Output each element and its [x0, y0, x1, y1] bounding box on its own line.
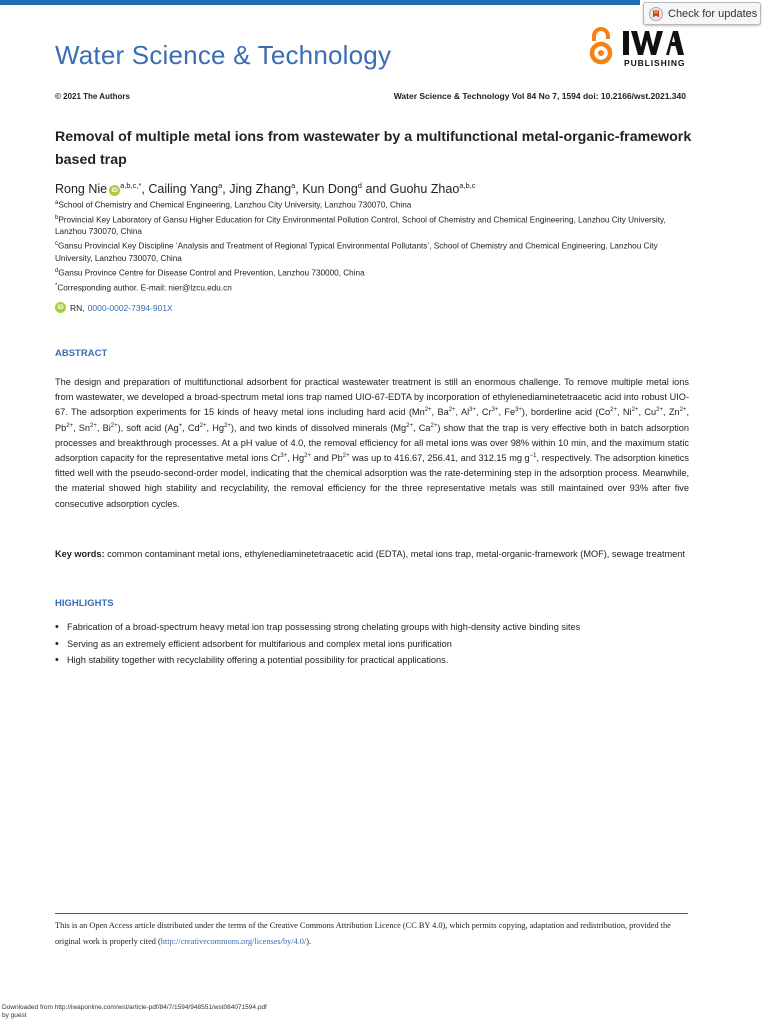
highlights-list	[55, 619, 695, 669]
journal-name: Water Science & Technology	[55, 40, 392, 70]
affiliation-marker: c	[55, 241, 58, 248]
author-name: Rong Nie	[55, 182, 108, 197]
affiliations	[55, 197, 695, 295]
top-accent-bar	[0, 0, 640, 5]
highlight-item: • Fabrication of a broad-spectrum heavy metal ion trap possessing strong chelating groups with high-density active binding sites	[55, 619, 695, 636]
affiliation-item	[55, 197, 695, 212]
orcid-icon: iD	[55, 302, 66, 313]
author-list: Rong Nie $iD^{a,b,c,*}$, Cailing Yang$^a$, Jing Zhang$^a$, Kun Dong$^d$ and Guohu Zhao$^{a,b,c}$	[55, 181, 476, 197]
copyright: © 2021 The Authors	[55, 92, 130, 101]
author-affiliation-marker: a,b,c	[459, 181, 476, 190]
keywords-label: Key words:	[55, 549, 105, 559]
highlight-item: • High stability together with recyclability offering a potential possibility for practical applications.	[55, 652, 695, 669]
check-updates-label: Check for updates	[668, 7, 758, 20]
check-for-updates-button[interactable]	[643, 2, 761, 25]
check-updates-icon	[649, 7, 663, 21]
affiliation-text: Gansu Province Centre for Disease Control and Prevention, Lanzhou 730000, China	[58, 268, 365, 278]
affiliation-text: School of Chemistry and Chemical Engineering, Lanzhou City University, Lanzhou 730070, China	[58, 200, 412, 210]
affiliation-item	[55, 238, 695, 265]
affiliation-text: Provincial Key Laboratory of Gansu Higher Education for City Environmental Pollution Control, School of Chemistry and Chemical Engineering, Lanzhou City University, Lanzhou 730070, China	[55, 215, 666, 237]
author-name: Kun Dong	[302, 182, 358, 197]
author-name: Cailing Yang	[148, 182, 219, 197]
open-access-icon	[589, 27, 613, 65]
affiliation-item	[55, 280, 695, 295]
affiliation-text: Gansu Provincial Key Discipline ‘Analysis and Treatment of Regional Typical Environmental Pollutants’, School of Chemistry and Chemical Engineering, Lanzhou City University, Lanzhou 730070, China	[55, 242, 658, 264]
orcid-prefix: RN,	[70, 302, 85, 313]
author-affiliation-marker: a	[218, 181, 223, 190]
affiliation-marker: a	[55, 200, 59, 206]
license-text	[55, 918, 689, 950]
footer-divider	[55, 913, 688, 914]
keywords-text: common contaminant metal ions, ethylenediaminetetraacetic acid (EDTA), metal ions trap, metal-organic-framework (MOF), sewage treatment	[107, 549, 685, 559]
download-line-1: Downloaded from http://iwaponline.com/wst/article-pdf/84/7/1594/948551/wst084071594.pdf	[2, 1004, 267, 1011]
author-affiliation-marker: d	[357, 181, 362, 190]
affiliation-item	[55, 265, 695, 280]
highlight-item: • Serving as an extremely efficient adsorbent for multifarious and complex metal ions purification	[55, 636, 695, 653]
iwa-publishing-logo	[622, 27, 684, 57]
keywords	[55, 547, 689, 562]
author-affiliation-marker: a	[291, 181, 296, 190]
affiliation-marker: d	[55, 268, 59, 275]
orcid-icon[interactable]: iD	[109, 185, 120, 196]
license-link[interactable]: http://creativecommons.org/licenses/by/4.0/	[160, 937, 307, 946]
author-affiliation-marker: a,b,c,*	[120, 181, 142, 190]
affiliation-text: Corresponding author. E-mail: nier@lzcu.edu.cn	[57, 283, 232, 293]
affiliation-item	[55, 212, 695, 239]
abstract-heading: ABSTRACT	[55, 348, 108, 359]
affiliation-marker: b	[55, 214, 59, 221]
author-name: Jing Zhang	[229, 182, 292, 197]
orcid-line	[55, 302, 173, 313]
license-end: ).	[306, 937, 312, 946]
author-name: Guohu Zhao	[389, 182, 460, 197]
download-line-2: by guest	[2, 1012, 27, 1019]
download-notice	[2, 1004, 267, 1020]
orcid-link[interactable]: 0000-0002-7394-901X	[87, 302, 173, 313]
license-body: This is an Open Access article distributed under the terms of the Creative Commons Attribution Licence (CC BY 4.0), which permits copying, adaptation and redistribution, provided the original work is properly cited (	[55, 921, 671, 946]
article-title: Removal of multiple metal ions from wastewater by a multifunctional metal-organic-framework based trap	[55, 129, 692, 168]
citation: Water Science & Technology Vol 84 No 7, 1594 doi: 10.2166/wst.2021.340	[393, 91, 686, 101]
affiliation-marker: *	[55, 282, 58, 289]
abstract-text: The design and preparation of multifunctional adsorbent for practical wastewater treatment is still an enormous challenge. To remove multiple metal ions from wastewater, we developed a broad-spectrum metal ions trap named UIO-67-EDTA by incorporation of ethylenediaminetetraacetic acid into robust UIO-67. The adsorption experiments for 15 kinds of heavy metal ions including hard acid ($Mn^{2+}$, $Ba^{2+}$, $Al^{3+}$, $Cr^{3+}$, $Fe^{3+}$), borderline acid ($Co^{2+}$, $Ni^{2+}$, $Cu^{2+}$, $Zn^{2+}$, $Pb^{2+}$, $Sn^{2+}$, $Bi^{2+}$), soft acid (Ag+, $Cd^{2+}$, $Hg^{2+}$), and two kinds of dissolved minerals ($Mg^{2+}$, $Ca^{2+}$) show that the trap is very effective both in batch adsorption processes and breakthrough processes. At a pH value of 4.0, the removal efficiency for all metal ions was over 98% within 10 min, and the maximum static adsorption capacity for the representative metal ions $Cr^{3+}$, $Hg^{2+}$ and $Pb^{2+}$ was up to 416.67, 256.41, and 312.15 mg $g^{-1}$, respectively. The adsorption kinetics fitted well with the pseudo-second-order model, indicating that the chemical adsorption was the rate-determining step in the adsorption process. Meanwhile, the material showed high stability and recyclability, the removal efficiency for the three representative metals was still maintained over 93% after five consecutive adsorption cycles.	[55, 377, 690, 509]
highlights-heading: HIGHLIGHTS	[55, 598, 114, 609]
publisher-subtext: PUBLISHING	[624, 58, 686, 68]
